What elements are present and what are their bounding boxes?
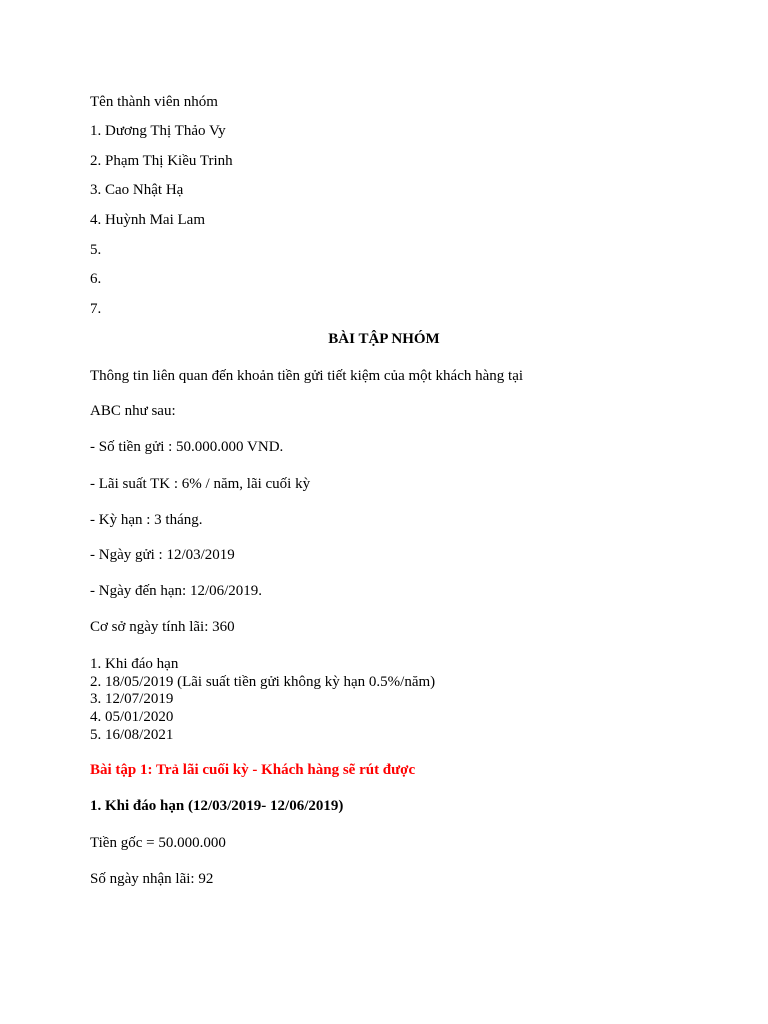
exercise-heading: Bài tập 1: Trả lãi cuối kỳ - Khách hàng sẽ rút được [90,762,416,778]
fact-term: - Kỳ hạn : 3 tháng. [90,512,203,528]
interest-days-line: Số ngày nhận lãi: 92 [90,871,214,887]
principal-line: Tiền gốc = 50.000.000 [90,835,226,851]
case-2: 2. 18/05/2019 (Lãi suất tiền gửi không kỳ hạn 0.5%/năm) [90,674,436,690]
member-4: 4. Huỳnh Mai Lam [90,212,205,228]
case-1: 1. Khi đáo hạn [90,656,179,672]
fact-deposit-date: - Ngày gửi : 12/03/2019 [90,547,235,563]
member-6: 6. [90,271,102,287]
member-7: 7. [90,301,102,317]
member-2: 2. Phạm Thị Kiều Trinh [90,153,233,169]
document-title: BÀI TẬP NHÓM [328,331,440,347]
member-1: 1. Dương Thị Thảo Vy [90,123,226,139]
member-5: 5. [90,242,102,258]
exercise-subheading: 1. Khi đáo hạn (12/03/2019- 12/06/2019) [90,798,344,814]
case-5: 5. 16/08/2021 [90,727,174,743]
intro-line-2: ABC như sau: [90,403,176,419]
intro-line-1: Thông tin liên quan đến khoản tiền gửi tiết kiệm của một khách hàng tại [90,368,524,384]
fact-interest-rate: - Lãi suất TK : 6% / năm, lãi cuối kỳ [90,476,311,492]
member-3: 3. Cao Nhật Hạ [90,182,184,198]
members-heading: Tên thành viên nhóm [90,94,218,110]
fact-deposit-amount: - Số tiền gửi : 50.000.000 VND. [90,439,284,455]
case-4: 4. 05/01/2020 [90,709,174,725]
case-3: 3. 12/07/2019 [90,691,174,707]
fact-maturity-date: - Ngày đến hạn: 12/06/2019. [90,583,263,599]
fact-day-basis: Cơ sở ngày tính lãi: 360 [90,619,235,635]
